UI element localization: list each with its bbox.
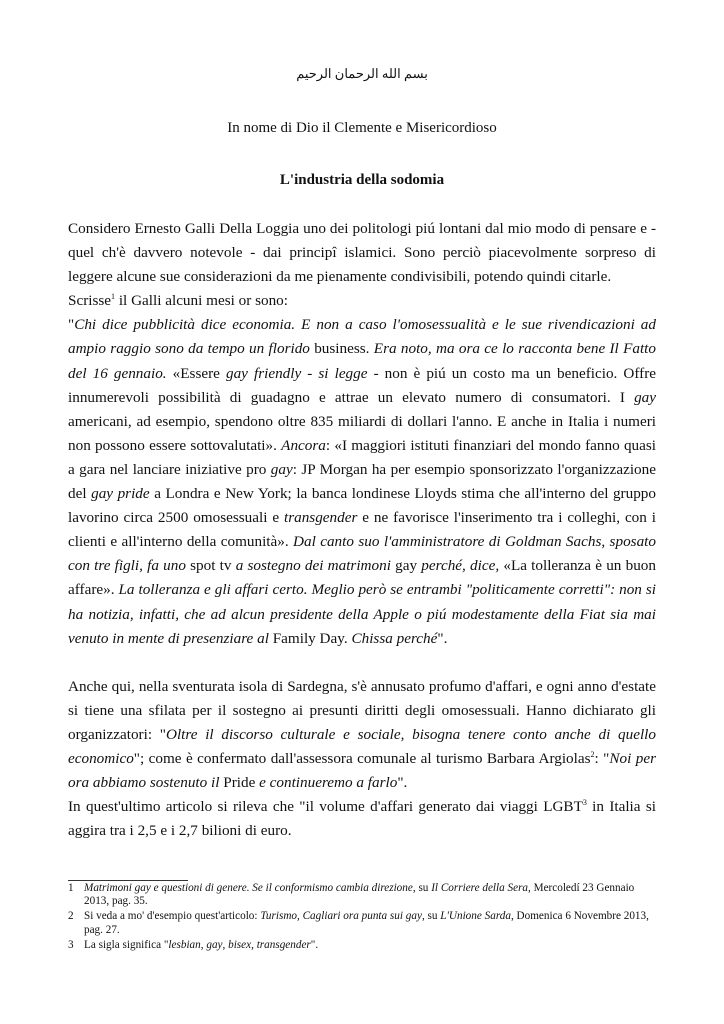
paragraph-sardinia: Anche qui, nella sventurata isola di Sardegna, s'è annusato profumo d'affari, e ogni anno d'estate si tiene una sfilata per il sostegno ai presunti diritti degli omosessuali. Hanno dichiarato gli organizzatori: "Oltre il discorso culturale e sociale, bisogna tenere conto anche di quello economico"; come è confermato dall'assessora comunale al turismo Barbara Argiolas$^2$: "Noi per ora abbiamo sostenuto il Pride e continueremo a farlo".	[68, 677, 657, 792]
footnote-separator	[68, 880, 188, 881]
footnote-ref-1: 1	[111, 292, 116, 302]
footnote-ref-2: 2	[590, 749, 595, 759]
invocation: In nome di Dio il Clemente e Misericordioso	[227, 120, 497, 136]
paragraph-quote: "Chi dice pubblicità dice economia. E non a caso l'omosessualità e le sue rivendicazioni ad ampio raggio sono da tempo un florido business. Era noto, ma ora ce lo racconta bene Il Fatto del 16 gennaio. «Essere gay friendly - si legge - non è piú un costo ma un beneficio. Offre innumerevoli possibilità di guadagno e attrae un elevato numero di consumatori. I gay americani, ad esempio, spendono oltre 835 miliardi di dollari l'anno. E anche in Italia i numeri non possono essere sottovalutati». Ancora: «I maggiori istituti finanziari del mondo fanno quasi a gara nel lanciare iniziative pro gay: JP Morgan ha per esempio sponsorizzato l'organizzazione del gay pride a Londra e New York; la banca londinese Lloyds stima che all'interno del gruppo lavorino circa 2500 omosessuali e transgender e ne favorisce l'inserimento tra i colleghi, con i clienti e all'interno della comunità». Dal canto suo l'amministratore di Goldman Sachs, sposato con tre figli, fa uno spot tv a sostegno dei matrimoni gay perché, dice, «La tolleranza è un buon affare». La tolleranza e gli affari certo. Meglio però se entrambi "politicamente corretti": non si ha notizia, infatti, che ad alcun presidente della Apple o piú modestamente della Fiat sia mai venuto in mente di presenziare al Family Day. Chissa perché".	[68, 316, 657, 647]
footnotes	[68, 882, 656, 954]
footnote-2: 2 Si veda a mo' d'esempio quest'articolo: Turismo, Cagliari ora punta sui gay, su L'Unione Sarda, Domenica 6 Novembre 2013, pag. 27.	[68, 910, 649, 936]
paragraph-intro: Considero Ernesto Galli Della Loggia uno dei politologi piú lontani dal mio modo di pensare e - quel ch'è davvero notevole - dai principî islamici. Sono perciò piacevolmente sorpreso di leggere alcune sue considerazioni da me pienamente condivisibili, potendo quindi citarle.	[68, 220, 656, 286]
paragraph-gap	[68, 651, 656, 675]
page-title: L'industria della sodomia	[279, 172, 445, 188]
paragraph-lgbt-volume: In quest'ultimo articolo si rileva che "il volume d'affari generato dai viaggi LGBT$^3$ in Italia si aggira tra i 2,5 e i 2,7 bilioni di euro.	[68, 798, 656, 840]
footnote-1: 1 Matrimoni gay e questioni di genere. Se il conformismo cambia direzione, su Il Corriere della Sera, Mercoledí 23 Gennaio 2013, pag. 35.	[68, 882, 635, 908]
footnote-ref-3: 3	[582, 798, 587, 808]
article-body	[68, 217, 656, 843]
basmala: بسم الله الرحمان الرحيم	[296, 66, 428, 81]
footnote-3: 3 La sigla significa "lesbian, gay, bisex, transgender".	[68, 938, 319, 951]
paragraph-citation-intro: Scrisse$^1$ il Galli alcuni mesi or sono:	[68, 292, 288, 310]
